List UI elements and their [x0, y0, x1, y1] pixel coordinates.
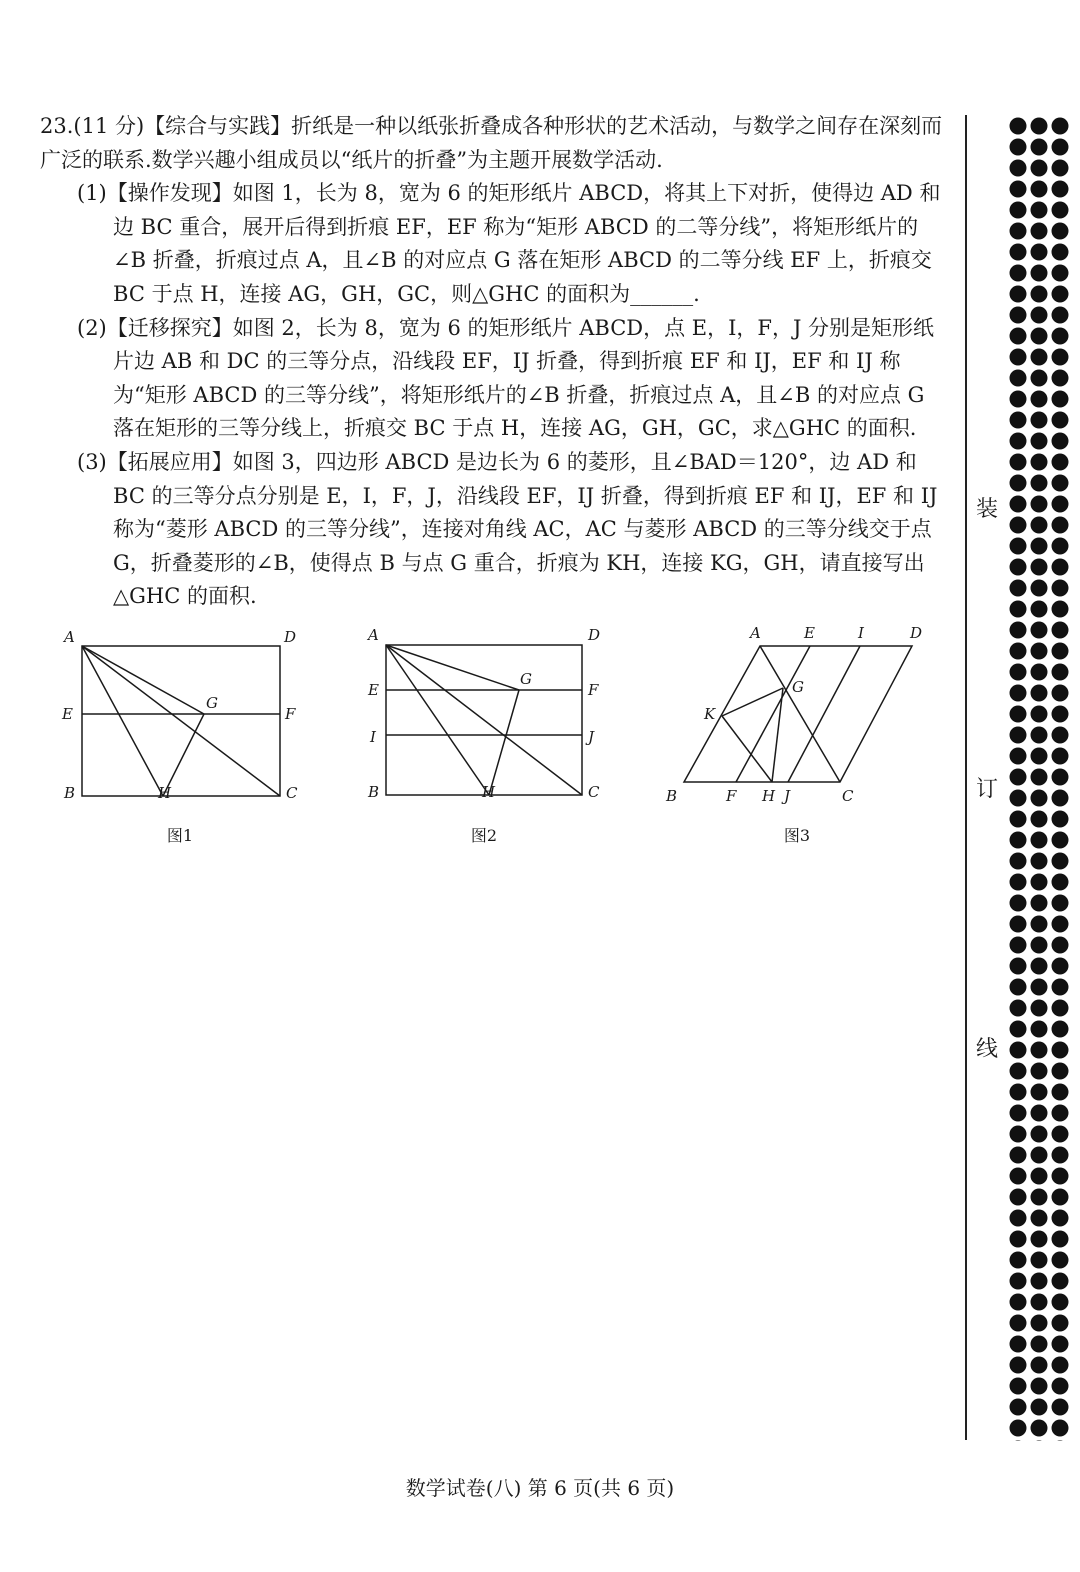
- line-gh: [772, 688, 783, 782]
- label-e: E: [368, 681, 379, 699]
- figure-2-caption: 图2: [470, 826, 498, 845]
- label-i: I: [370, 728, 376, 746]
- line-kh: [722, 716, 772, 782]
- label-d: D: [910, 624, 923, 642]
- figure-3: [664, 618, 954, 818]
- question-part-1: (1)【操作发现】如图 1，长为 8，宽为 6 的矩形纸片 ABCD，将其上下对折，使得边 AD 和边 BC 重合，展开后得到折痕 EF，EF 称为“矩形 ABCD 的二等分线”，将矩形纸片的∠B 折叠，折痕过点 A，且∠B 的对应点 G 落在矩形 ABCD 的二等分线 EF 上，折痕交 BC 于点 H，连接 AG，GH，GC，则△GHC 的面积为______.: [77, 181, 941, 306]
- line-ag: [386, 645, 519, 690]
- label-b: B: [64, 784, 76, 802]
- line-ac: [82, 646, 280, 796]
- label-a: A: [64, 628, 75, 646]
- question-part-2: (2)【迁移探究】如图 2，长为 8，宽为 6 的矩形纸片 ABCD，点 E，I，F，J 分别是矩形纸片边 AB 和 DC 的三等分点，沿线段 EF，IJ 折叠，得到折痕 EF 和 IJ，EF 和 IJ 称为“矩形 ABCD 的三等分线”，将矩形纸片的∠B 折叠，折痕过点 A，且∠B 的对应点 G 落在矩形的三等分线上，折痕交 BC 于点 H，连接 AG，GH，GC，求△GHC 的面积.: [77, 315, 935, 441]
- binding-label-xian: 线: [975, 1037, 998, 1062]
- figure-2: [352, 618, 612, 818]
- line-ac: [386, 645, 582, 795]
- question-intro: 23.(11 分)【综合与实践】折纸是一种以纸张折叠成各种形状的艺术活动，与数学之间存在深刻而广泛的联系.数学兴趣小组成员以“纸片的折叠”为主题开展数学活动.: [40, 114, 943, 172]
- page-footer: 数学试卷(八) 第 6 页(共 6 页): [405, 1476, 675, 1500]
- binding-line: [965, 115, 967, 1440]
- label-k: K: [704, 705, 716, 723]
- figure-3-caption: 图3: [783, 826, 811, 845]
- question-part-3: (3)【拓展应用】如图 3，四边形 ABCD 是边长为 6 的菱形，且∠BAD＝120°，边 AD 和 BC 的三等分点分别是 E，I，F，J，沿线段 EF，IJ 折叠，得到折痕 EF 和 IJ，EF 和 IJ 称为“菱形 ABCD 的三等分线”，连接对角线 AC，AC 与菱形 ABCD 的三等分线交于点 G，折叠菱形的∠B，使得点 B 与点 G 重合，折痕为 KH，连接 KG，GH，请直接写出△GHC 的面积.: [77, 449, 938, 609]
- binding-label-zhuang: 装: [975, 497, 998, 522]
- label-a: A: [750, 624, 761, 642]
- label-h: H: [158, 784, 172, 802]
- label-f: F: [726, 787, 737, 805]
- label-d: D: [284, 628, 297, 646]
- label-c: C: [842, 787, 854, 805]
- figure-1: [52, 618, 312, 818]
- label-e: E: [804, 624, 815, 642]
- figure-1-caption: 图1: [166, 826, 194, 845]
- label-f: F: [588, 681, 599, 699]
- question-23: [40, 110, 945, 614]
- label-a: A: [368, 626, 379, 644]
- label-g: G: [206, 694, 218, 712]
- label-h: H: [762, 787, 776, 805]
- binding-dots: [1008, 116, 1080, 1441]
- label-e: E: [62, 705, 73, 723]
- line-ah: [386, 645, 489, 795]
- label-j: J: [588, 728, 595, 746]
- label-c: C: [286, 784, 298, 802]
- line-ac: [760, 646, 840, 782]
- label-h: H: [482, 783, 496, 801]
- binding-label-ding: 订: [975, 777, 998, 802]
- label-g: G: [520, 670, 532, 688]
- label-c: C: [588, 783, 600, 801]
- label-j: J: [784, 787, 791, 805]
- figures: [52, 618, 942, 848]
- label-f: F: [285, 705, 296, 723]
- label-g: G: [792, 678, 804, 696]
- label-b: B: [368, 783, 380, 801]
- label-d: D: [588, 626, 601, 644]
- label-i: I: [858, 624, 864, 642]
- label-b: B: [666, 787, 678, 805]
